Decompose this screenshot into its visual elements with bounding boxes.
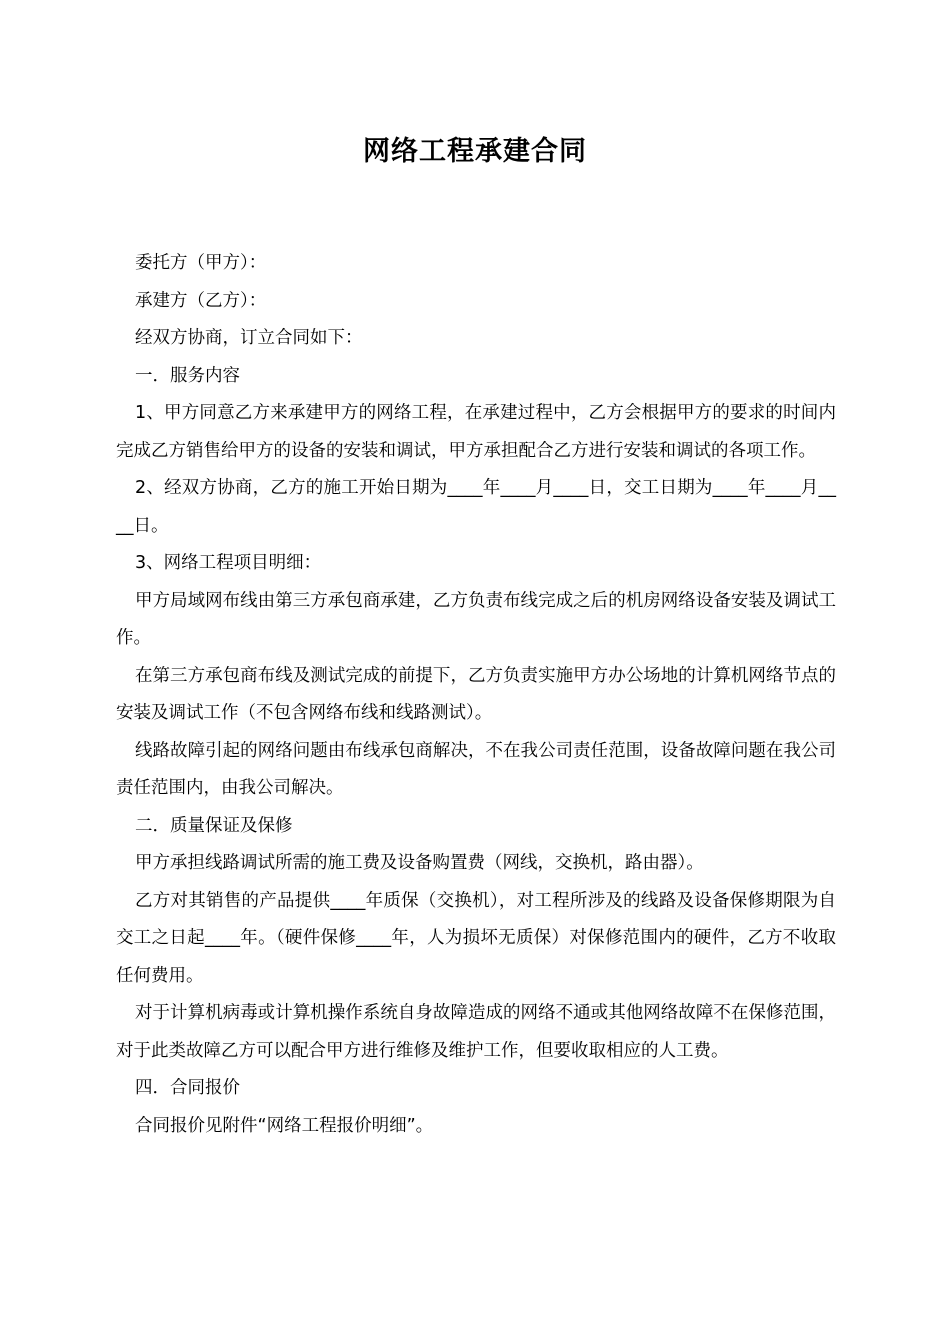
warranty-paragraph-3: 对于计算机病毒或计算机操作系统自身故障造成的网络不通或其他网络故障不在保修范围，对于此类故障乙方可以配合甲方进行维修及维护工作，但要收取相应的人工费。 bbox=[116, 1003, 836, 1061]
section-heading-services: 一．服务内容 bbox=[135, 365, 240, 386]
clause-3-paragraph-1: 甲方局域网布线由第三方承包商承建，乙方负责布线完成之后的机房网络设备安装及调试工作。 bbox=[116, 590, 836, 648]
warranty-paragraph-1: 甲方承担线路调试所需的施工费及设备购置费（网线，交换机，路由器）。 bbox=[135, 853, 704, 873]
clause-3-paragraph-3: 线路故障引起的网络问题由布线承包商解决，不在我公司责任范围，设备故障问题在我公司责任范围内，由我公司解决。 bbox=[116, 740, 836, 798]
section-heading-warranty: 二．质量保证及保修 bbox=[135, 815, 293, 836]
contract-body bbox=[116, 245, 836, 1145]
clause-2: 2、经双方协商，乙方的施工开始日期为____年____月____日，交工日期为____年____月____日。 bbox=[116, 478, 836, 536]
clause-3-paragraph-2: 在第三方承包商布线及测试完成的前提下，乙方负责实施甲方办公场地的计算机网络节点的安装及调试工作（不包含网络布线和线路测试）。 bbox=[116, 665, 836, 723]
clause-3-heading: 3、网络工程项目明细： bbox=[135, 553, 322, 573]
warranty-paragraph-2: 乙方对其销售的产品提供____年质保（交换机），对工程所涉及的线路及设备保修期限为自交工之日起____年。（硬件保修____年，人为损坏无质保）对保修范围内的硬件，乙方不收取任何费用。 bbox=[116, 890, 836, 986]
document-title: 网络工程承建合同 bbox=[363, 136, 587, 167]
clause-1: 1、甲方同意乙方来承建甲方的网络工程，在承建过程中，乙方会根据甲方的要求的时间内完成乙方销售给甲方的设备的安装和调试，甲方承担配合乙方进行安装和调试的各项工作。 bbox=[116, 403, 836, 461]
party-b-line: 承建方（乙方）： bbox=[135, 290, 267, 311]
quote-paragraph: 合同报价见附件“网络工程报价明细”。 bbox=[135, 1115, 434, 1136]
section-heading-quote: 四．合同报价 bbox=[135, 1078, 240, 1098]
agreement-intro: 经双方协商，订立合同如下： bbox=[135, 328, 363, 348]
party-a-line: 委托方（甲方）： bbox=[135, 253, 267, 273]
